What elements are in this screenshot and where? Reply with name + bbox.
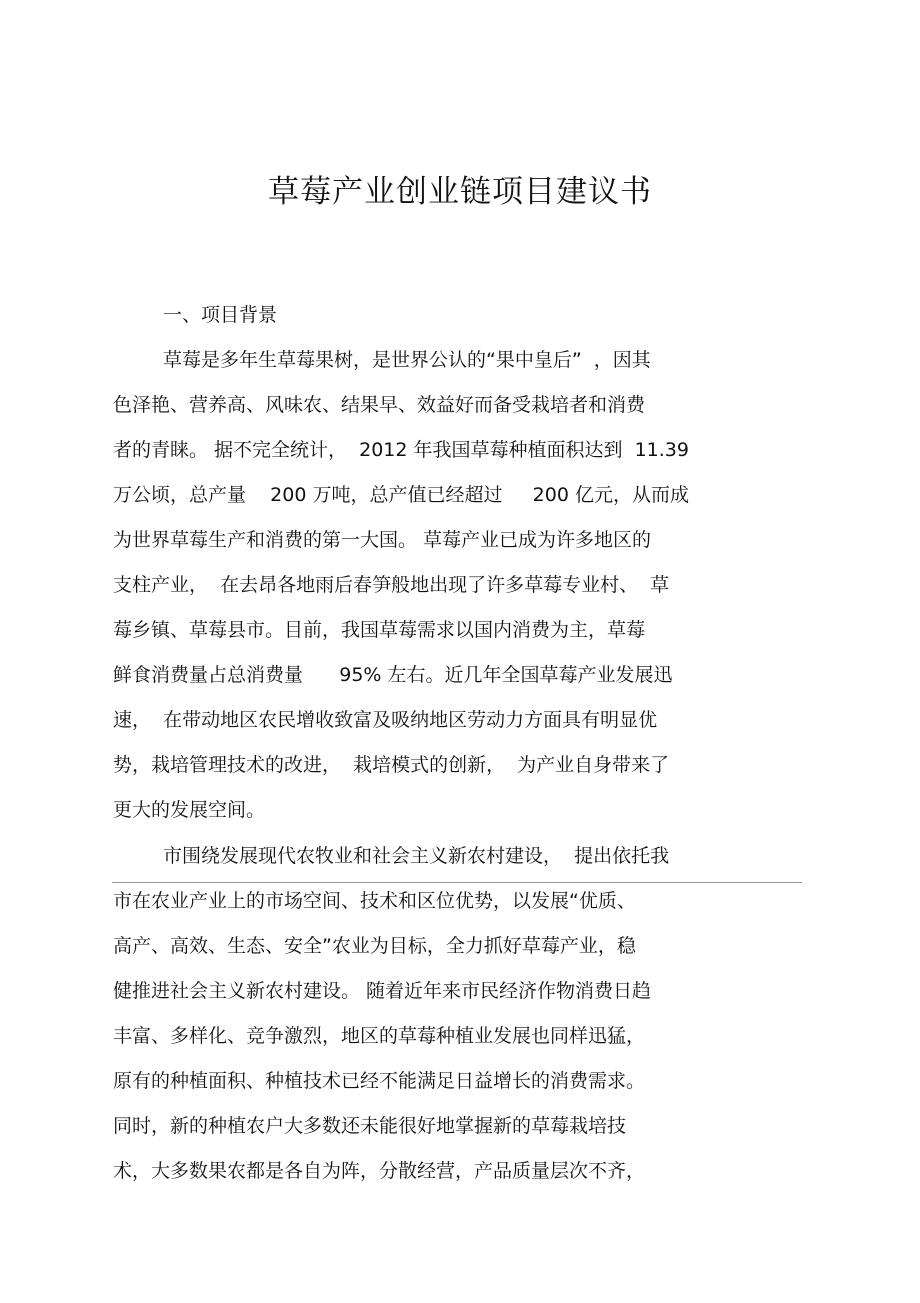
- paragraph-line: 丰富、多样化、竞争激烈，地区的草莓种植业发展也同样迅猛，: [113, 1025, 646, 1047]
- section-heading: 一、项目背景: [163, 304, 278, 326]
- paragraph-line: 鲜食消费量占总消费量 95% 左右。近几年全国草莓产业发展迅: [113, 664, 673, 686]
- paragraph-line: 者的青睐。 据不完全统计， 2012 年我国草莓种植面积达到 11.39: [113, 439, 689, 461]
- paragraph-line: 为世界草莓生产和消费的第一大国。 草莓产业已成为许多地区的: [113, 529, 652, 551]
- paragraph-line: 同时，新的种植农户大多数还未能很好地掌握新的草莓栽培技: [113, 1115, 627, 1137]
- page-divider: [112, 882, 802, 883]
- paragraph-line: 市在农业产业上的市场空间、技术和区位优势，以发展“优质、: [113, 890, 636, 912]
- paragraph-line: 色泽艳、营养高、风味农、结果早、效益好而备受栽培者和消费: [113, 394, 646, 416]
- paragraph-line: 草莓是多年生草莓果树，是世界公认的“果中皇后” ，因其: [163, 349, 651, 371]
- paragraph-line: 更大的发展空间。: [113, 799, 266, 821]
- paragraph-line: 势，栽培管理技术的改进， 栽培模式的创新， 为产业自身带来了: [113, 754, 670, 776]
- paragraph-line: 健推进社会主义新农村建设。 随着近年来市民经济作物消费日趋: [113, 980, 652, 1002]
- paragraph-line: 万公顷，总产量 200 万吨，总产值已经超过 200 亿元，从而成: [113, 484, 689, 506]
- paragraph-line: 术，大多数果农都是各自为阵，分散经营，产品质量层次不齐，: [113, 1160, 646, 1182]
- paragraph-line: 支柱产业， 在去昂各地雨后春笋般地出现了许多草莓专业村、 草: [113, 574, 670, 596]
- paragraph-line: 市围绕发展现代农牧业和社会主义新农村建设， 提出依托我: [163, 845, 670, 867]
- paragraph-line: 速， 在带动地区农民增收致富及吸纳地区劳动力方面具有明显优: [113, 709, 658, 731]
- document-title: 草莓产业创业链项目建议书: [268, 174, 652, 210]
- paragraph-line: 高产、高效、生态、安全”农业为目标，全力抓好草莓产业，稳: [113, 935, 636, 957]
- paragraph-line: 莓乡镇、草莓县市。目前，我国草莓需求以国内消费为主，草莓: [113, 619, 646, 641]
- paragraph-line: 原有的种植面积、种植技术已经不能满足日益增长的消费需求。: [113, 1070, 646, 1092]
